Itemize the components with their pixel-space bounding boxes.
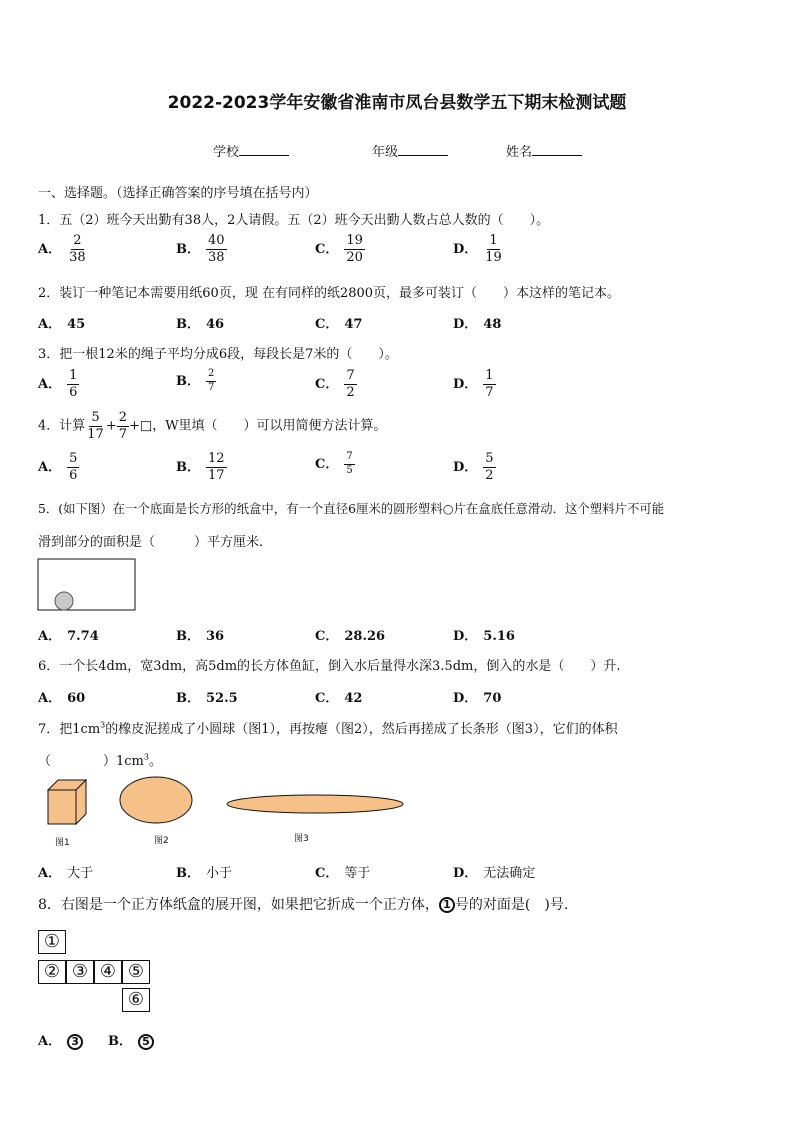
net-cell-1: ① — [38, 930, 66, 954]
fraction: $\frac{19}{20}$ — [346, 233, 363, 265]
q8-option-a[interactable]: A． 3 — [38, 1030, 83, 1050]
fraction: $\frac{5}{17}$ — [87, 410, 104, 442]
question-8-text: 8．右图是一个正方体纸盒的展开图，如果把它折成一个正方体， 1 号的对面是( )号. — [38, 897, 569, 913]
q5-option-c[interactable]: C． 28.26 — [315, 629, 386, 644]
q3-option-b[interactable]: B． $\frac{2}{7}$ — [176, 368, 215, 393]
cube-figure — [44, 776, 90, 828]
net-cell-4: ④ — [94, 960, 122, 984]
fraction: $\frac{5}{6}$ — [69, 451, 78, 483]
q5-figure — [37, 558, 137, 612]
net-cell-3: ③ — [66, 960, 94, 984]
q6-option-b[interactable]: B． 52.5 — [176, 691, 238, 706]
fraction: $\frac{12}{17}$ — [208, 451, 225, 483]
fraction: $\frac{40}{38}$ — [208, 233, 225, 265]
q1-option-a[interactable]: A． $\frac{2}{38}$ — [38, 233, 86, 265]
fraction: $\frac{1}{19}$ — [485, 233, 502, 265]
fraction: $\frac{5}{2}$ — [485, 451, 494, 483]
net-cell-5: ⑤ — [122, 960, 150, 984]
q7-option-d[interactable]: D． 无法确定 — [453, 866, 536, 881]
q5-option-b[interactable]: B． 36 — [176, 629, 225, 644]
q7-option-c[interactable]: C． 等于 — [315, 866, 371, 881]
grade-field[interactable] — [372, 141, 448, 160]
fraction: $\frac{2}{7}$ — [118, 410, 128, 442]
grade-blank[interactable] — [398, 144, 448, 156]
plastic-disc — [55, 592, 73, 610]
fig1-caption: 图1 — [55, 838, 70, 848]
q4-option-a[interactable]: A． $\frac{5}{6}$ — [38, 451, 78, 483]
q7-option-a[interactable]: A． 大于 — [38, 866, 94, 881]
box-rect — [38, 559, 135, 610]
question-5-line2: 滑到部分的面积是（ ）平方厘米. — [38, 535, 264, 550]
question-1-text: 1．五（2）班今天出勤有38人，2人请假。五（2）班今天出勤人数占总人数的（ ）。 — [38, 213, 550, 228]
fig3-caption: 图3 — [294, 834, 309, 844]
strip-figure — [224, 792, 406, 816]
fraction: $\frac{7}{5}$ — [346, 451, 353, 476]
q3-option-a[interactable]: A． $\frac{1}{6}$ — [38, 368, 78, 400]
fraction: $\frac{7}{2}$ — [346, 368, 355, 400]
fraction: $\frac{2}{7}$ — [208, 368, 215, 393]
q5-option-a[interactable]: A． 7.74 — [38, 629, 99, 644]
q7-option-b[interactable]: B． 小于 — [176, 866, 233, 881]
page-title: 2022-2023学年安徽省淮南市凤台县数学五下期末检测试题 — [167, 93, 627, 113]
question-3-text: 3．把一根12米的绳子平均分成6段，每段长是7米的（ ）。 — [38, 347, 398, 362]
q6-option-a[interactable]: A． 60 — [38, 691, 86, 706]
name-label: 姓名 — [506, 145, 533, 160]
grade-label: 年级 — [372, 145, 399, 160]
fig2-caption: 图2 — [154, 836, 169, 846]
q8-option-b[interactable]: B． 5 — [108, 1030, 154, 1050]
circled-number: 3 — [67, 1034, 83, 1050]
question-2-text: 2．装订一种笔记本需要用纸60页，现 在有同样的纸2800页，最多可装订（ ）本这样的笔记本。 — [38, 286, 621, 301]
q6-option-d[interactable]: D． 70 — [453, 691, 502, 706]
school-blank[interactable] — [239, 144, 289, 156]
q2-option-b[interactable]: B． 46 — [176, 317, 225, 332]
fraction: $\frac{1}{7}$ — [485, 368, 494, 400]
q3-option-c[interactable]: C． $\frac{7}{2}$ — [315, 368, 355, 400]
q1-option-d[interactable]: D． $\frac{1}{19}$ — [453, 233, 502, 265]
section-heading: 一、选择题。（选择正确答案的序号填在括号内） — [38, 186, 318, 201]
question-5-line1: 5．(如下图）在一个底面是长方形的纸盒中，有一个直径6厘米的圆形塑料○片在盒底任意滑动．这个塑料片不可能 — [38, 501, 665, 516]
ellipse-figure — [118, 775, 194, 825]
q3-option-d[interactable]: D． $\frac{1}{7}$ — [453, 368, 494, 400]
fraction: $\frac{2}{38}$ — [69, 233, 86, 265]
name-blank[interactable] — [532, 144, 582, 156]
question-7-line1: 7．把$1cm^3$的橡皮泥搓成了小圆球（图1），再按瘪（图2），然后再搓成了长条形（图3），它们的体积 — [38, 720, 618, 737]
circled-number: 5 — [138, 1034, 154, 1050]
name-field[interactable] — [506, 141, 582, 160]
q4-option-b[interactable]: B． $\frac{12}{17}$ — [176, 451, 225, 483]
q2-option-a[interactable]: A． 45 — [38, 317, 86, 332]
question-4-text: 4．计算 $\frac{5}{17}$ + $\frac{2}{7}$ +□，W里填（ ）可以用简便方法计算。 — [38, 410, 387, 442]
question-6-text: 6．一个长4dm，宽3dm，高5dm的长方体鱼缸，倒入水后量得水深3.5dm，倒入的水是（ ）升. — [38, 659, 621, 674]
net-cell-6: ⑥ — [122, 988, 150, 1012]
q1-option-b[interactable]: B． $\frac{40}{38}$ — [176, 233, 225, 265]
question-7-line2: （ ）$1cm^3$。 — [38, 752, 162, 769]
circled-number: 1 — [439, 897, 455, 913]
q2-option-d[interactable]: D． 48 — [453, 317, 502, 332]
q1-option-c[interactable]: C． $\frac{19}{20}$ — [315, 233, 363, 265]
school-label: 学校 — [213, 145, 240, 160]
fraction: $\frac{1}{6}$ — [69, 368, 78, 400]
q6-option-c[interactable]: C． 42 — [315, 691, 363, 706]
q4-option-c[interactable]: C． $\frac{7}{5}$ — [315, 451, 353, 476]
q4-option-d[interactable]: D． $\frac{5}{2}$ — [453, 451, 494, 483]
net-cell-2: ② — [38, 960, 66, 984]
q5-option-d[interactable]: D． 5.16 — [453, 629, 515, 644]
school-field[interactable] — [213, 141, 289, 160]
q2-option-c[interactable]: C． 47 — [315, 317, 363, 332]
